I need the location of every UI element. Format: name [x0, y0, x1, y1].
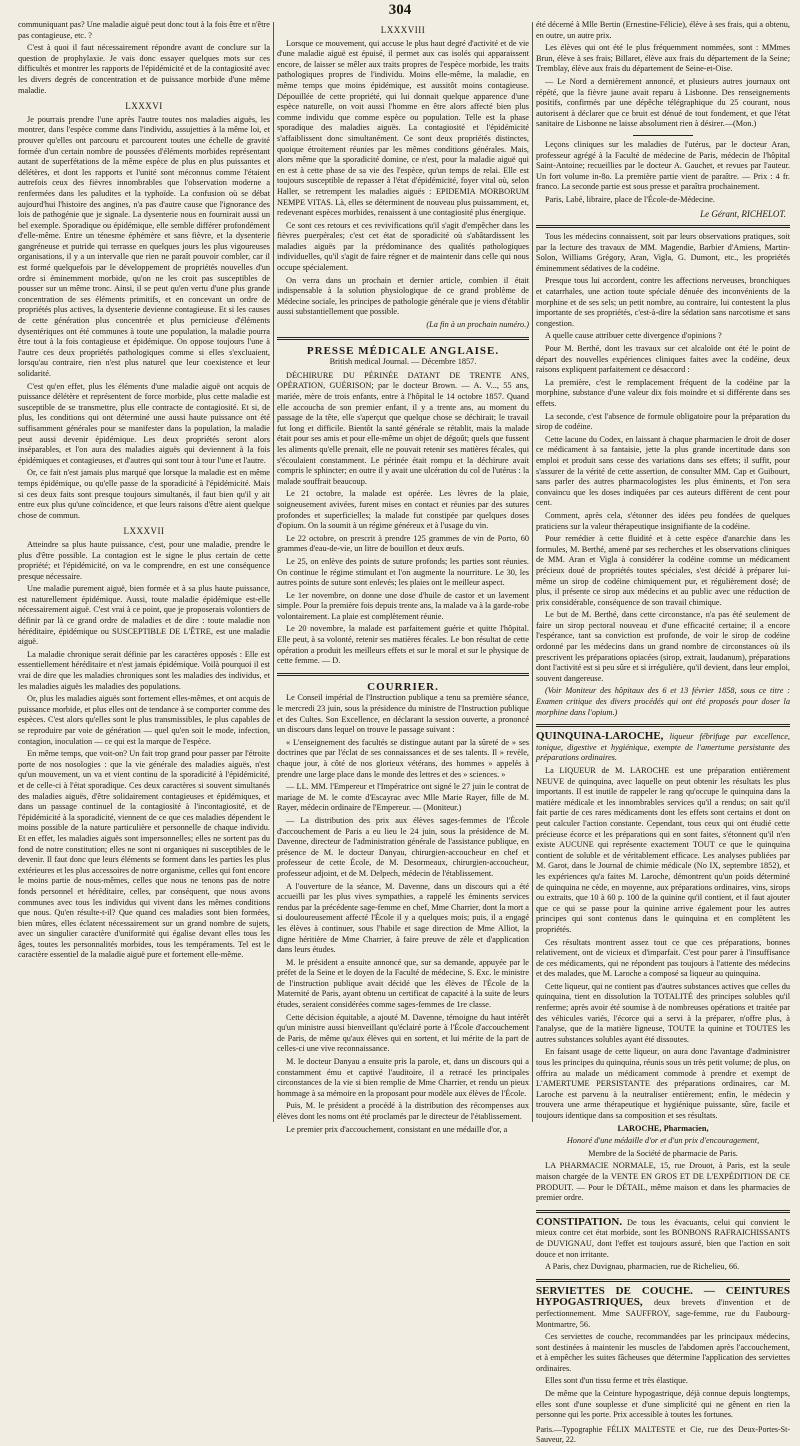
paragraph: Ces résultats montrent assez tout ce que ces préparations, bonnes relativement, ont de vicieux et d'imparfait. C'est pour parer à l'insuffisance de ces médicaments, qui ne répondent pas toujours à l'attente des médecins et des malades, que M. Laroche a composé sa liqueur au quinquina.	[536, 937, 790, 979]
column-1	[18, 20, 270, 1120]
paragraph: Presque tous lui accordent, contre les affections nerveuses, bronchiques et catarrhales, une action toute spéciale dénuée des inconvénients de la morphine et de ses sels; un petit nombre, au contraire, lui contestent la plus importante de ses propriétés, c'est-à-dire la sédation sans narcotisme et sans congestion.	[536, 276, 790, 328]
ad-subtitle: liqueur fébrifuge par excellence, tonique, digestive et hygiénique, exempte de l'amertume persistante des préparations ordinaires.	[536, 732, 790, 763]
ad-title-quinquina: QUINQUINA-LAROCHE,	[536, 730, 664, 743]
paragraph: — LL. MM. l'Empereur et l'Impératrice ont signé le 27 juin le contrat de mariage de M. le comte d'Escayrac avec Mlle Marie Rayer, fille de M. Rayer, médecin ordinaire de l'Empereur. — (Moniteur.)	[277, 782, 529, 813]
paragraph: En faisant usage de cette liqueur, on aura donc l'avantage d'administrer tous les principes du quinquina, réunis sous un très petit volume; de plus, on offrira au malade un médicament commode à prendre et exempt de L'AMERTUME PERSISTANTE des préparations ordinaires, car M. Laroche est parvenu à la neutraliser entièrement; enfin, le médecin y trouvera une arme thérapeutique et hygiénique puissante, sûre, facile et toujours identique dans sa composition et ses résultats.	[536, 1047, 790, 1120]
column-2	[277, 20, 529, 1134]
column-divider	[532, 22, 533, 1122]
paragraph: Ces serviettes de couche, recommandées par les principaux médecins, sont destinées à maintenir les muscles de l'abdomen après l'accouchement, et à empêcher les suites fâcheuses que détermine l'application des serviettes ordinaires.	[536, 1332, 790, 1373]
ad-signature: LAROCHE, Pharmacien,	[617, 1123, 709, 1133]
paragraph: C'est qu'en effet, plus les éléments d'une maladie aiguë ont acquis de puissance délétère et représentent de force morbide, plus cette maladie est susceptible de se transmettre, plus elle contracte de contagiosité. Et si, de plus, les conditions qui ont déterminé une aussi haute puissance ont été suffisamment générales pour se manifester dans la population, la maladie peut aussi devenir épidémique. Les deux propriétés seront alors inséparables, et l'on aura des maladies aiguës qui deviennent à la fois épidémiques et contagieuses, et d'autres qui sont tour à tour l'une et l'autre.	[18, 381, 270, 465]
paragraph: La seconde, c'est l'absence de formule obligatoire pour la préparation du sirop de codéine.	[536, 411, 790, 432]
paragraph: été décerné à Mlle Bertin (Ernestine-Félicie), élève à ses frais, qui a obtenu, en outre, un autre prix.	[536, 20, 790, 40]
paragraph: Or, plus les maladies aiguës sont fortement elles-mêmes, et ont acquis de puissance morbide, et plus elles ont de tendance à se comporter comme des espèces. C'est alors qu'elles sont le plus transmissibles, le plus capables de se reproduire par voie de génération — quel qu'en soit le mode, infection, contagion, inoculation — ce qui est la marque de l'espèce.	[18, 694, 270, 746]
paragraph: A quelle cause attribuer cette divergence d'opinions ?	[545, 331, 722, 341]
section-number: LXXXVIII	[380, 25, 426, 35]
paragraph: Atteindre sa plus haute puissance, c'est, pour une maladie, prendre le plus d'être possible. La contagion est le signe le plus certain de cette propriété; et l'épidémicité, on va le comprendre, en est une conséquence presque nécessaire.	[18, 539, 270, 581]
paragraph: DÉCHIRURE DU PÉRINÉE DATANT DE TRENTE ANS, OPÉRATION, GUÉRISON; par le docteur Brown. — A. V..., 55 ans, mariée, mère de trois enfants, entre à l'hôpital le 14 octobre 1857. Quand elle accoucha de son premier enfant, il y a trente ans, au moment du passage de la tête, elle s'aperçut que quelque chose se déchirait; le travail fut long et difficile. Bientôt la santé générale se rétablit, mais la malade était pour ses amis et pour elle-même un objet de dégoût; quels que fussent les aliments qu'elle prenait, elle ne pouvait retenir ses matières fécales, qui s'écoulaient constamment. Le périnée était rompu et la déchirure avait compris le sphincter; en outre il y avait une ulcération du col de l'utérus : la malade souffrait beaucoup.	[277, 370, 529, 486]
paragraph: Comment, après cela, s'étonner des idées peu fondées de quelques praticiens sur la valeur thérapeutique insignifiante de la codéine.	[536, 510, 790, 531]
quotation: « L'enseignement des facultés se distingue autant par la sûreté de » ses doctrines que par l'éclat de ses connaissances et de ses talents. Il » revèle, chaque jour, à côté de nos glorieux vétérans, des hommes » appelés à prendre une large place dans le monde des lettres et des » sciences. »	[277, 737, 529, 779]
paragraph: Tous les médecins connaissent, soit par leurs observations pratiques, soit par la lecture des travaux de MM. Magendie, Barbier d'Amiens, Martin-Solon, Williams Grégory, Aran, Vigla, G. Dumont, etc., les propriétés éminemment sédatives de la codéine.	[536, 232, 790, 273]
column-3	[536, 20, 791, 1445]
section-number: LXXXVI	[125, 101, 163, 112]
section-rule	[536, 1279, 790, 1282]
paragraph: Je pourrais prendre l'une après l'autre toutes nos maladies aiguës, les montrer, dans l'espèce comme dans l'individu, assujetties à la même loi, et prouver qu'elles ont parcouru et parcourent toutes une échelle de gravité formée d'un certain nombre de poussées d'éléments morbides représentant autant de superfétations de la même espèce de plus en plus puissantes et délétères, et dont les rapports et l'unité sont méconnus comme l'étaient autrefois ceux des fièvres innombrables que l'observation moderne a renfermées dans les paludites et la typhoïde. La confusion où se débat aujourd'hui l'histoire des angines, n'a pas d'autre cause que l'ignorance des lois de pathogénie que je signale. La dysenterie nous en fournirait aussi un bel exemple. Sporadique ou épidémique, elle semble différer profondément d'elle-même. Entre un ténesme éphémère et sans fièvre, et la dysenterie gangréneuse et putride qui terrasse en quelques jours les plus vigoureuses organisations, il y a un intervalle que rien ne paraît pouvoir combler, car il est formé quelquefois par le développement de propriétés nouvelles d'un ordre si éminemment morbide, qu'on ne les croit pas susceptibles de pousser sur un même tronc. Ainsi, il se peut qu'en vertu d'une plus grande concentration de ses éléments primitifs, et en concevant un ordre de propriétés plus actives, la dysenterie devienne contagieuse. Et si les causes de cette génération plus concentrée et plus pernicieuse d'éléments dysentériques ont été communes à toute une population, la maladie pourra être tout à la fois contagieuse et épidémique. On oppose toujours l'une à l'autre ces deux propriétés pathologiques comme si elles s'excluaient, lorsqu'au contraire, rien n'est plus naturel que leur coexistence et leur solidarité.	[18, 114, 270, 378]
ad-award: Honoré d'une médaille d'or et d'un prix d'encouragement,	[566, 1136, 760, 1146]
paragraph: Le Conseil impérial de l'Instruction publique a tenu sa première séance, le mercredi 23 juin, sous la présidence du ministre de l'Instruction publique et des Cultes. Son Excellence, en déclarant la session ouverte, a prononcé un discours dans lequel on trouve le passage suivant :	[277, 693, 529, 735]
paragraph: De même que la Ceinture hypogastrique, déjà connue depuis longtemps, elles sont d'une souplesse et d'une simplicité qui ne gênent en rien la personne qui les porte. Prix accessible à toutes les fortunes.	[536, 1389, 790, 1420]
manager-signature: Le Gérant, RICHELOT.	[700, 208, 786, 219]
paragraph: Cette décision équitable, a ajouté M. Davenne, témoigne du haut intérêt qu'un ministre aussi bienveillant qu'éclairé porte à l'École d'accouchement de Paris, de même qu'aux élèves qui en sortent, et lui mérite de la part de celles-ci une vive reconnaissance.	[277, 1012, 529, 1054]
column-divider	[273, 22, 274, 1122]
paragraph: — La distribution des prix aux élèves sages-femmes de l'École d'accouchement de Paris a eu lieu le 24 juin, sous la présidence de M. Davenne, directeur de l'administration générale de l'assistance publique, en présence de M. le docteur Danyau, chirurgien-accoucheur en chef et professeur de cette École, de M. Desormeaux, chirurgien-accoucheur, professeur adjoint, et de M. Delpech, médecin de l'établissement.	[277, 815, 529, 878]
paragraph: Le but de M. Berthé, dans cette circonstance, n'a pas été seulement de faire un sirop pectoral nouveau et d'une efficacité certaine; il a encore l'espérance, tant sa conviction est profonde, de voir le sirop de codéine ordonné par les médecins dans un grand nombre de circonstances où ils prescrivent les préparations opiacées (sirop, extrait, laudanum), préparations dont l'activité est si peu sûre et si irrégulière, qu'il devient, dans leur emploi, souvent dangereuse.	[536, 610, 790, 683]
paragraph: M. le docteur Danyau a ensuite pris la parole, et, dans un discours qui a constamment ému et captivé l'auditoire, il a retracé les principales circonstances de la vie si bien remplie de Mme Charrier, et rendu un pieux hommage à sa mémoire en la proposant pour modèle aux élèves de l'École.	[277, 1057, 529, 1098]
paragraph: M. le président a ensuite annoncé que, sur sa demande, appuyée par le préfet de la Seine et le doyen de la Faculté de médecine, S. Exc. le ministre de l'instruction publique avait décidé que les élèves de l'École de la Maternité de Paris, ayant obtenu un certificat de capacité à la suite de leurs études, seraient considérées comme sages-femmes de 1re classe.	[277, 957, 529, 1010]
ad-membership: Membre de la Société de pharmacie de Paris.	[588, 1148, 738, 1158]
paragraph: Cette lacune du Codex, en laissant à chaque pharmacien le droit de doser ce médicament à sa fantaisie, jette la plus grande incertitude dans son emploi et produit sans cesse des variations dans ses effets; il suffit, pour s'assurer de la vérité de cette assertion, de consulter MM. Cap et Guibourt, sans parler des autres pharmacologistes les plus éminents, et l'on sera convaincu que les doses indiquées par ces auteurs diffèrent de cent pour cent.	[536, 434, 790, 508]
paragraph: C'est à quoi il faut nécessairement répondre avant de conclure sur la question de prophylaxie. Je vais donc essayer quelques mots sur ces difficultés et montrer les rapports de l'épidémicité et de la contagiosité avec les divers degrés de concentration et de puissance morbide d'une même maladie.	[18, 43, 270, 95]
paragraph: La première, c'est le remplacement fréquent de la codéine par la morphine, substance d'une valeur dix fois moindre et si différente dans ses effets.	[536, 377, 790, 408]
paragraph: — Le Nord a dernièrement annoncé, et plusieurs autres journaux ont répété, que la fièvre jaune avait reparu à Lisbonne. Des renseignements positifs, confirmés par une dépêche télégraphique du 25 courant, nous autorisent à déclarer que ce bruit est dénué de tout fondement, et que l'état sanitaire de Lisbonne ne laisse absolument rien à désirer.—(Mon.)	[536, 76, 790, 129]
paragraph: Le 1er novembre, on donne une dose d'huile de castor et un lavement simple. Pour la première fois depuis trente ans, la malade va à la garde-robe volontairement. La plaie est complètement réunie.	[277, 590, 529, 621]
section-rule	[277, 673, 529, 676]
section-heading-press: PRESSE MÉDICALE ANGLAISE.	[306, 344, 500, 357]
ad-title-constipation: CONSTIPATION.	[536, 1215, 623, 1228]
paragraph: A l'ouverture de la séance, M. Davenne, dans un discours qui a été accueilli par les plus vives sympathies, a rappelé les éminents services rendus par la précédente sage-femme en chef, Mme Charrier, dont la mort a si douloureusement affecté l'École il y a quelques mois; puis, il a engagé les élèves à continuer, sous l'habile et sage direction de Mme Alliot, la digne héritière de Mme Charrier, à faire preuve de zèle et d'application dans leurs études.	[277, 881, 529, 955]
paragraph: Cette liqueur, qui ne contient pas d'autres substances actives que celles du quinquina, tient en dissolution la TOTALITÉ des principes solubles qu'il renferme; après avoir été soumise à de nombreuses opérations et traitée par des véhicules variés, l'écorce qui a servi à la préparer, n'offre plus, à l'analyse, que de la matière ligneuse, TOUTE la quinine et TOUTES les autres substances solubles ayant été dissoutes.	[536, 981, 790, 1044]
paragraph: Elles sont d'un tissu ferme et très élastique.	[545, 1376, 688, 1386]
section-subheading: British medical Journal. — Décembre 1857.	[329, 357, 477, 367]
paragraph: communiquant pas? Une maladie aiguë peut donc tout à la fois être et n'être pas contagieuse, etc. ?	[18, 20, 270, 40]
paragraph: LA PHARMACIE NORMALE, 15, rue Drouot, à Paris, est la seule maison chargée de la VENTE EN GROS ET DE L'EXPÉDITION DE CE PRODUIT. — Pour le DÉTAIL, même maison et dans les pharmacies de premier ordre.	[536, 1161, 790, 1203]
divider	[633, 135, 693, 136]
paragraph: En même temps, que voit-on? Un fait trop grand pour passer par l'étroite porte de nos nosologies : que la vie générale des maladies aiguës, n'est qu'un mouvement, un va et vient continu de la sporadicité à l'épidémicité, et de celle-ci à l'état sporadique. Ces deux caractères si souvent simultanés des maladies aiguës, d'être solidairement contagieuses et épidémiques, et dans un passage continuel de la contagiosité à l'incontagiosité, et de l'épidémicité à la sporadicité, viennent de ce que ces maladies dépendent le moins possible de la nature particulière et personnelle de chaque individu. Et en effet, les maladies aiguës sont impersonnelles; elles ne sortent pas du fond de notre constitution; elles ne sont ni organiques ni susceptibles de le devenir. Il faut donc que leurs éléments se forment dans les parties les plus extérieures et les plus accessoires de notre organisme, celles qui font encore le moins partie de nous-mêmes, celles que nous ne tenons pas de notre fonds personnel et héréditaire, celles, par conséquent, que nous avons communes avec tous les individus qui vivent dans les mêmes conditions que nous. Qu'en résulte-t-il? Que quand ces maladies sont bien formées, bien mûres, elles éclatent nécessairement sur un grand nombre de sujets, avec un singulier caractère d'uniformité qui égalise devant elles tous les âges, toutes les personnalités morbides, tous les tempéraments. Tel est le caractère essentiel de la maladie aiguë pure et fortement elle-même.	[18, 749, 270, 960]
printer-footer: Paris.—Typographie FÉLIX MALTESTE et Cie, rue des Deux-Portes-St-Sauveur, 22.	[536, 1424, 790, 1445]
paragraph: Lorsque ce mouvement, qui accuse le plus haut degré d'activité et de vie d'une maladie aiguë est épuisé, il permet aux cas isolés qui apparaissent encore, de laisser se mêler aux traits propres de l'espèce morbide, les traits pathologiques propres de l'individu. Moins elle-même, la maladie, en même temps que moins épidémique, est aussitôt moins contagieuse. Dépouillée de cette propriété, qui lui donnait quelque apparence d'une espèce naturelle, on voit aussi l'homme en être alors affecté bien plus comme individu que comme espèce ou population. Telle est la phase sporadique des maladies aiguës. La contagiosité et l'épidémicité s'affaiblissent donc simultanément. Ce sont deux propriétés distinctes, quoique étroitement réunies par les mêmes conditions générales. Mais, alors même que la sporadicité domine, ce n'est, pour la maladie aiguë qui en est à cette phase de sa vie des l'espèce, qu'un temps de relai. Elle est toujours susceptible de repasser à l'état d'épidémicité, foyer vital où, selon Haller, se retrempent les maladies aiguës : EPIDEMIA MORBORUM NEMPE VITAS. Là, elles se déterminent de nouveau plus puissamment, et, redevenant espèces morbides, renaissent à une contagiosité plus énergique.	[277, 38, 529, 218]
paragraph: Or, ce fait n'est jamais plus marqué que lorsque la maladie est en même temps épidémique, ou qu'elle passe de la sporadicité à l'épidémicité. Mais si ces deux faits sont presque toujours simultanés, il faut bien qu'il y ait entre eux plus qu'une coïncidence, et que leurs raisons d'être aient quelque chose de commun.	[18, 468, 270, 520]
page-number: 304	[388, 2, 412, 18]
paragraph: La LIQUEUR de M. LAROCHE est une préparation entièrement NEUVE de quinquina, avec laquelle on peut obtenir les résultats les plus importants. Il est inutile de rappeler le rang qu'occupe le quinquina dans la matière médicale et les innombrables services qu'il a rendus; on sait qu'il fait partie de ces rares médicaments dont les effets sont certains et dont on peut calculer l'action constante. Cependant, tous ceux qui ont étudié cette précieuse écorce et les préparations qui en sont faites, s'étonnent qu'il n'en existe AUCUNE qui représente exactement TOUT ce que le quinquina contient de soluble et de véritablement efficace. Les analyses publiées par M. Garot, dans le Journal de chimie médicale (No IX, septembre 1852), et les expériences qu'a faites M. Laroche, démontrent qu'un poids déterminé de quinquina ne cède, en moyenne, aux préparations ordinaires, vins, sirops ou extraits, que 10 à 60 p. 100 de la quinine qu'il contient, et il faut ajouter que ce qui se passe pour la quinine arrive également pour les autres principes qui sont contenus dans le quinquina et en complètent les propriétés.	[536, 766, 790, 934]
paragraph: Une maladie purement aiguë, bien formée et à sa plus haute puissance, est naturellement épidémique. Aussi, toute maladie épidémique est-elle nécessairement aiguë. C'est vrai à ce point, que je proposerais volontiers de définir par là ce grand ordre de maladies et de dire : toute maladie non héréditaire, épidémique ou SUSCEPTIBLE DE L'ÊTRE, est une maladie aiguë.	[18, 584, 270, 647]
paragraph: Le 25, on enlève des points de suture profonds; les parties sont réunies. On continue le régime stimulant et l'on augmente la nourriture. Le 30, les autres points de suture sont enlevés; les plaies ont le meilleur aspect.	[277, 556, 529, 588]
book-notice: Leçons cliniques sur les maladies de l'utérus, par le docteur Aran, professeur agrégé à la Faculté de médecine de Paris, médecin de l'hôpital Saint-Antoine; recueillies par le docteur A. Gauchet, et revues par l'auteur. Un fort volume in-8o. La première partie vient de paraître. — Prix : 4 fr. franco. La seconde partie est sous presse et paraîtra prochainement.	[536, 139, 790, 192]
paragraph: Puis, M. le président a procédé à la distribution des récompenses aux élèves dont les noms ont été proclamés par le directeur de l'établissement.	[277, 1101, 529, 1121]
paragraph: Pour M. Berthé, dont les travaux sur cet alcaloïde ont été le point de départ des nouvelles expériences cliniques faites avec la codéine, deux raisons expliquent parfaitement ce désaccord :	[536, 344, 790, 375]
paragraph: Paris, Labé, libraire, place de l'École-de-Médecine.	[545, 194, 715, 204]
paragraph: La maladie chronique serait définie par les caractères opposés : Elle est essentiellement héréditaire et n'est jamais épidémique. Voilà pourquoi il est vrai de dire que les maladies chroniques sont les maladies des individus, et les maladies aiguës les maladies des populations.	[18, 649, 270, 691]
section-rule	[536, 225, 790, 228]
paragraph: A Paris, chez Duvignau, pharmacien, rue de Richelieu, 66.	[545, 1262, 740, 1272]
continued-note: (La fin à un prochain numéro.)	[426, 320, 529, 330]
section-rule	[536, 1210, 790, 1213]
paragraph: On verra dans un prochain et dernier article, combien il était indispensable à la solution physiologique de ce grand problème de Médecine sociale, les principes de pathologie générale que je viens d'établir aussi substantiellement que possible.	[277, 275, 529, 317]
section-heading-courrier: COURRIER.	[367, 680, 439, 693]
paragraph: Le 20 novembre, la malade est parfaitement guérie et quitte l'hôpital. Elle peut, à sa volonté, retenir ses matières fécales. Le bon résultat de cette opération a produit les meilleurs effets et sur le moral et sur le physique de cette femme. — D.	[277, 624, 529, 666]
ad-text: deux brevets d'invention et de perfectionnement. Mme SAUFFROY, sage-femme, rue du Faubourg-Montmartre, 56.	[536, 1298, 791, 1329]
ad-text: De tous les évacuants, celui qui convient le mieux contre cet état morbide, sont les BONBONS RAFRAICHISSANTS de DUVIGNAU, dont l'effet est toujours assuré, bien que l'action en soit douce et non irritante.	[536, 1217, 790, 1259]
section-number: LXXXVII	[123, 526, 165, 537]
paragraph: Le 22 octobre, on prescrit à prendre 125 grammes de vin de Porto, 60 grammes d'eau-de-vie, un litre de bouillon et deux œufs.	[277, 533, 529, 554]
paragraph: Ce sont ces retours et ces revivifications qu'il s'agit d'empêcher dans les fièvres puerpérales; c'est cet état de sporadicité où s'abâtardissent les maladies aiguës par la prédominance des qualités pathologiques individuelles, qu'il s'agit de faire régner et de maintenir dans celle qui nous occupe spécialement.	[277, 220, 529, 273]
paragraph: Les élèves qui ont été le plus fréquemment nommées, sont : MMmes Brun, élève à ses frais; Billaret, élève aux frais du département de la Seine; Tremblay, élève aux frais du département de Seine-et-Oise.	[536, 43, 790, 74]
paragraph: Pour remédier à cette fluidité et à cette espèce d'anarchie dans les formules, M. Berthé, amené par ses recherches et les observations cliniques de MM. Aran et Vigla à considérer la codéine comme un médicament précieux doué de propriétés toutes spéciales, s'est décidé à préparer lui-même un sirop de codéine chimiquement pur, et régulièrement dosé; de plus, il présente ce sirop aux médecins et au public avec une réduction de prix considérable, conséquence de son travail chimique.	[536, 534, 790, 607]
paragraph: (Voir Moniteur des hôpitaux des 6 et 13 février 1858, sous ce titre : Examen critique des divers procédés qui ont été proposés pour doser la morphine dans l'opium.)	[536, 686, 790, 717]
paragraph: Le 21 octobre, la malade est opérée. Les lèvres de la plaie, soigneusement avivées, furent mises en contact et réunies par des sutures profondes et superficielles; la malade fut constipée par quelques doses d'opium. On la soumit à un régime généreux et à l'usage du vin.	[277, 489, 529, 531]
section-rule	[277, 337, 529, 340]
paragraph: Le premier prix d'accouchement, consistant en une médaille d'or, a	[286, 1124, 508, 1134]
section-rule	[536, 724, 790, 727]
ad-title-serviettes: SERVIETTES DE COUCHE. — CEINTURES HYPOGASTRIQUES,	[536, 1284, 790, 1309]
